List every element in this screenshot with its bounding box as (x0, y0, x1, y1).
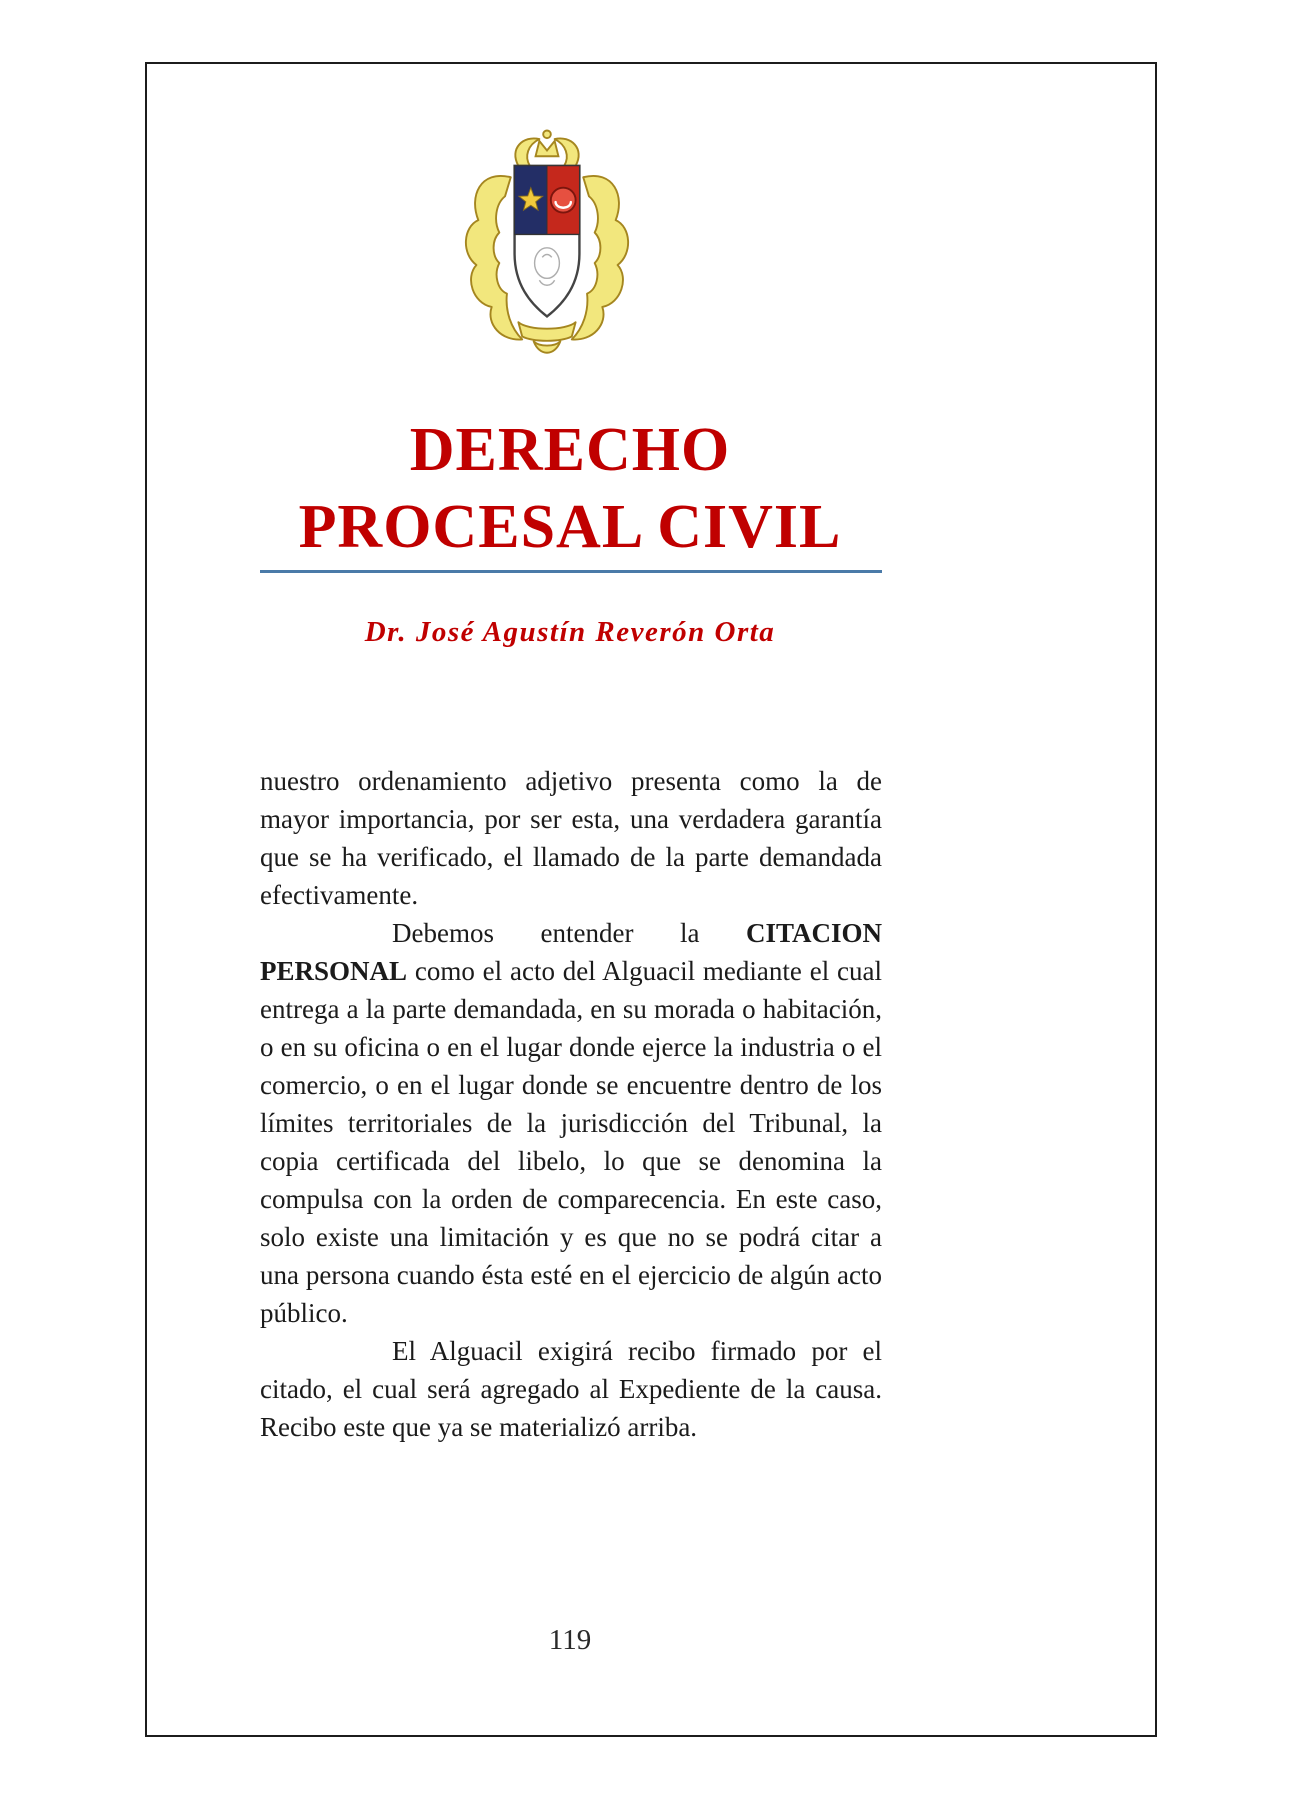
book-title (250, 412, 890, 566)
page-number: 119 (548, 1624, 592, 1656)
paragraph (260, 762, 882, 914)
paragraph (260, 1332, 882, 1446)
emblem-crown (536, 130, 559, 156)
bold-text: CITACION PERSONAL (260, 918, 882, 986)
body-text-segment: nuestro ordenamiento adjetivo presenta como la de mayor importancia, por ser esta, una verdadera garantía que se ha verificado, el llamado de la parte demandada efectivamente. (260, 766, 882, 910)
body-text-segment: como el acto del Alguacil mediante el cual entrega a la parte demandada, en su morada o habitación, o en su oficina o en el lugar donde ejerce la industria o el comercio, o en el lugar donde se encuentre dentro de los límites territoriales de la jurisdicción del Tribunal, la copia certificada del libelo, lo que se denomina la compulsa con la orden de comparecencia. En este caso, solo existe una limitación y es que no se podrá citar a una persona cuando ésta esté en el ejercicio de algún acto público. (260, 956, 882, 1328)
emblem-banner (518, 322, 575, 341)
title-rule (260, 570, 882, 573)
body-paragraphs (260, 762, 882, 1446)
body-text-segment: Debemos entender la (392, 918, 746, 948)
body-text-segment: El Alguacil exigirá recibo firmado por el citado, el cual será agregado al Expediente de la causa. Recibo este que ya se materializó arriba. (260, 1336, 882, 1442)
title-line-2: PROCESAL CIVIL (298, 493, 842, 561)
paragraph (260, 914, 882, 1332)
author-name: Dr. José Agustín Reverón Orta (364, 616, 776, 648)
title-line-1: DERECHO (409, 416, 731, 484)
coat-of-arms-icon (447, 120, 647, 368)
page-border (145, 62, 1157, 1737)
